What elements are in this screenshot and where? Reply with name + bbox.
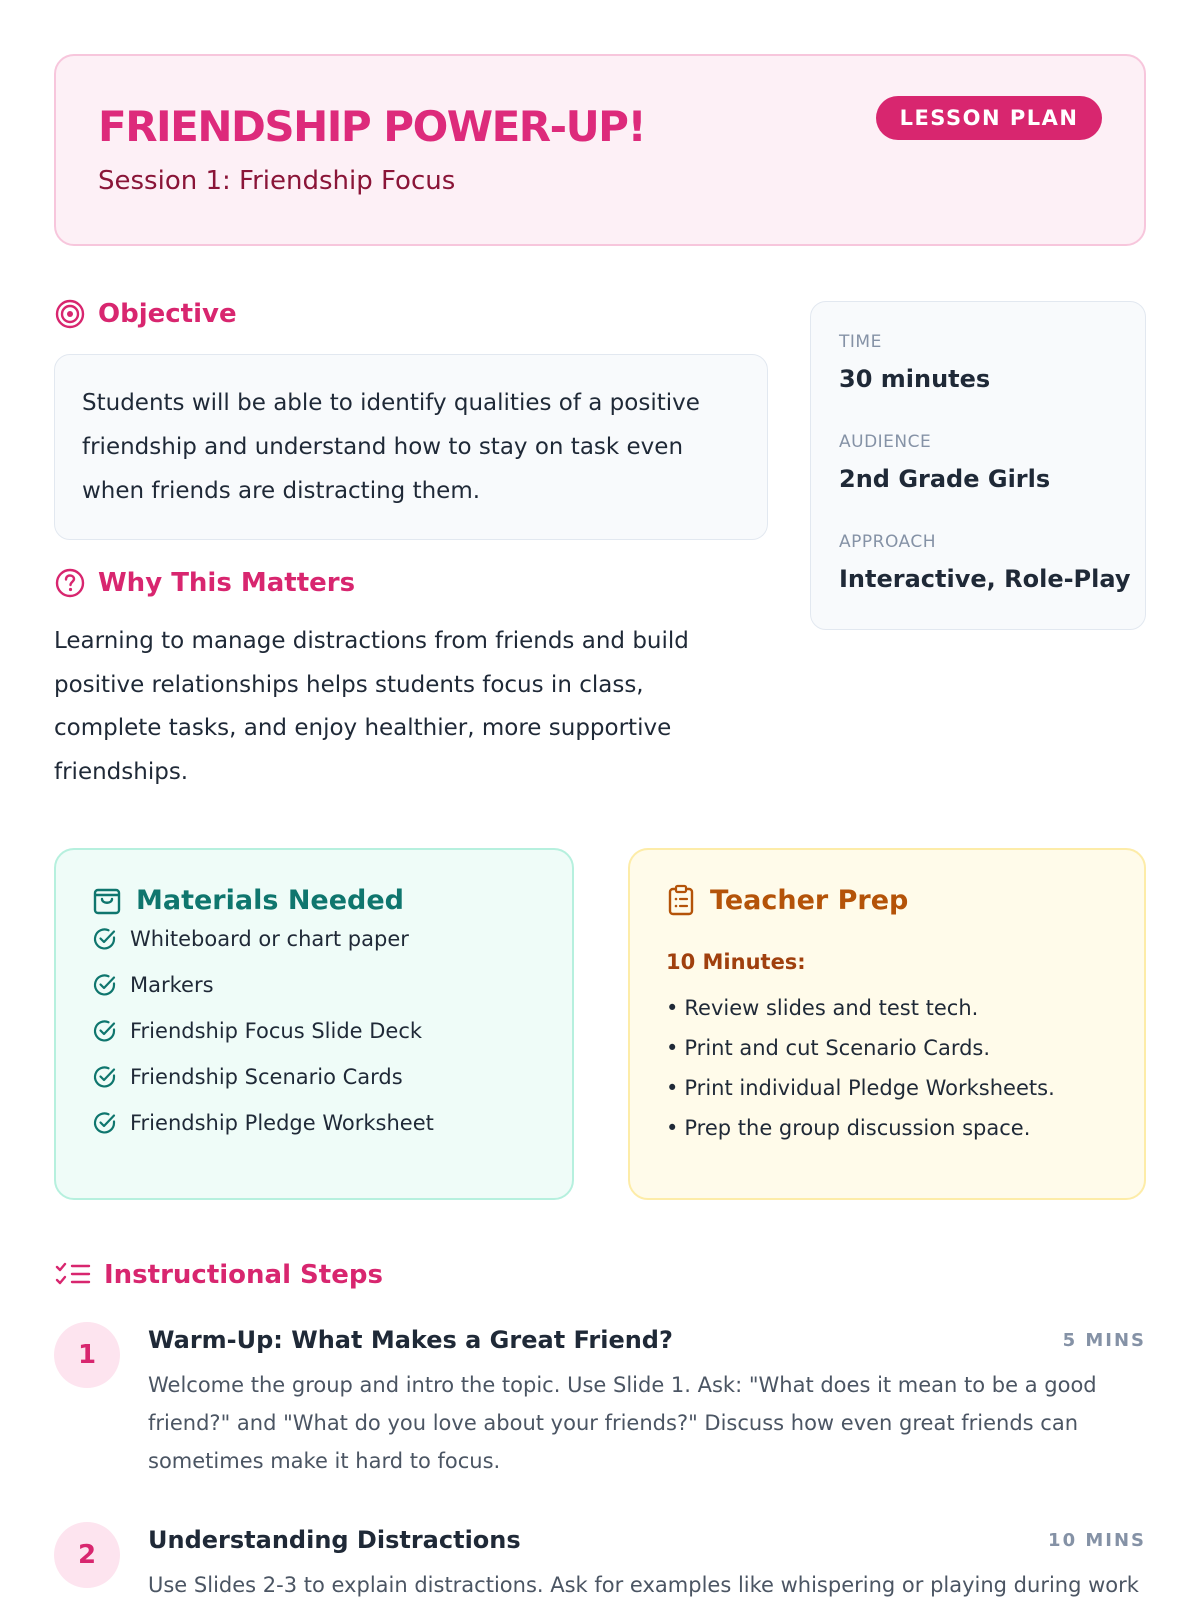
- prep-heading-label: Teacher Prep: [710, 884, 909, 916]
- material-item-label: Friendship Scenario Cards: [130, 1065, 403, 1089]
- page-subtitle: Session 1: Friendship Focus: [98, 166, 456, 196]
- approach-value: Interactive, Role-Play: [839, 565, 1131, 593]
- lesson-meta-card: [810, 301, 1146, 630]
- materials-heading-label: Materials Needed: [136, 884, 405, 916]
- step-duration: 10 MINS: [1048, 1530, 1146, 1551]
- time-label: TIME: [839, 332, 882, 352]
- step-duration: 5 MINS: [1062, 1330, 1146, 1351]
- prep-item-label: Review slides and test tech.: [684, 996, 979, 1020]
- approach-label: APPROACH: [839, 532, 937, 552]
- check-circle-icon: [92, 1110, 118, 1136]
- lesson-header: [54, 54, 1146, 246]
- why-heading: [54, 567, 355, 599]
- prep-item: • Print and cut Scenario Cards.: [666, 1036, 991, 1060]
- material-item-label: Markers: [130, 973, 214, 997]
- steps-heading-label: Instructional Steps: [104, 1260, 383, 1290]
- step-number: 1: [54, 1322, 120, 1388]
- prep-item-label: Prep the group discussion space.: [684, 1116, 1031, 1140]
- prep-item: • Review slides and test tech.: [666, 996, 979, 1020]
- check-circle-icon: [92, 926, 118, 952]
- steps-heading: [54, 1260, 383, 1290]
- prep-item-label: Print and cut Scenario Cards.: [684, 1036, 991, 1060]
- clipboard-icon: [666, 884, 696, 916]
- question-circle-icon: [54, 567, 86, 599]
- step-title: Understanding Distractions: [148, 1526, 521, 1554]
- shopping-bag-icon: [92, 884, 122, 916]
- step-description: Welcome the group and intro the topic. Use Slide 1. Ask: "What does it mean to be a good friend?" and "What do you love about your friends?" Discuss how even great friends can sometimes make it hard to focus.: [148, 1373, 1097, 1473]
- page-title: FRIENDSHIP POWER-UP!: [98, 102, 646, 151]
- material-item: [92, 926, 409, 952]
- materials-card: [54, 848, 574, 1200]
- check-circle-icon: [92, 1018, 118, 1044]
- objective-heading: [54, 298, 237, 330]
- time-value: 30 minutes: [839, 365, 991, 393]
- checklist-icon: [54, 1260, 92, 1290]
- why-heading-label: Why This Matters: [98, 568, 356, 598]
- why-text: Learning to manage distractions from friends and build positive relationships helps students focus in class, complete tasks, and enjoy healthier, more supportive friendships.: [54, 628, 689, 785]
- step-title: Warm-Up: What Makes a Great Friend?: [148, 1326, 673, 1354]
- material-item-label: Friendship Focus Slide Deck: [130, 1019, 423, 1043]
- prep-item: • Print individual Pledge Worksheets.: [666, 1076, 1055, 1100]
- objective-heading-label: Objective: [98, 299, 237, 329]
- target-icon: [54, 298, 86, 330]
- material-item: [92, 1064, 403, 1090]
- audience-value: 2nd Grade Girls: [839, 465, 1051, 493]
- teacher-prep-card: [628, 848, 1146, 1200]
- objective-text: Students will be able to identify qualities of a positive friendship and understand how to stay on task even when friends are distracting them.: [54, 354, 768, 540]
- prep-duration: 10 Minutes:: [666, 950, 806, 974]
- prep-item-label: Print individual Pledge Worksheets.: [684, 1076, 1055, 1100]
- material-item-label: Friendship Pledge Worksheet: [130, 1111, 434, 1135]
- step-description: Use Slides 2-3 to explain distractions. Ask for examples like whispering or playing during work: [148, 1573, 1139, 1597]
- materials-heading: [92, 884, 404, 916]
- lesson-plan-badge: LESSON PLAN: [876, 96, 1102, 140]
- check-circle-icon: [92, 972, 118, 998]
- prep-heading: [666, 884, 908, 916]
- prep-item: • Prep the group discussion space.: [666, 1116, 1031, 1140]
- check-circle-icon: [92, 1064, 118, 1090]
- material-item: [92, 972, 214, 998]
- material-item-label: Whiteboard or chart paper: [130, 927, 409, 951]
- step-number: 2: [54, 1522, 120, 1588]
- material-item: [92, 1110, 434, 1136]
- material-item: [92, 1018, 422, 1044]
- audience-label: AUDIENCE: [839, 432, 932, 452]
